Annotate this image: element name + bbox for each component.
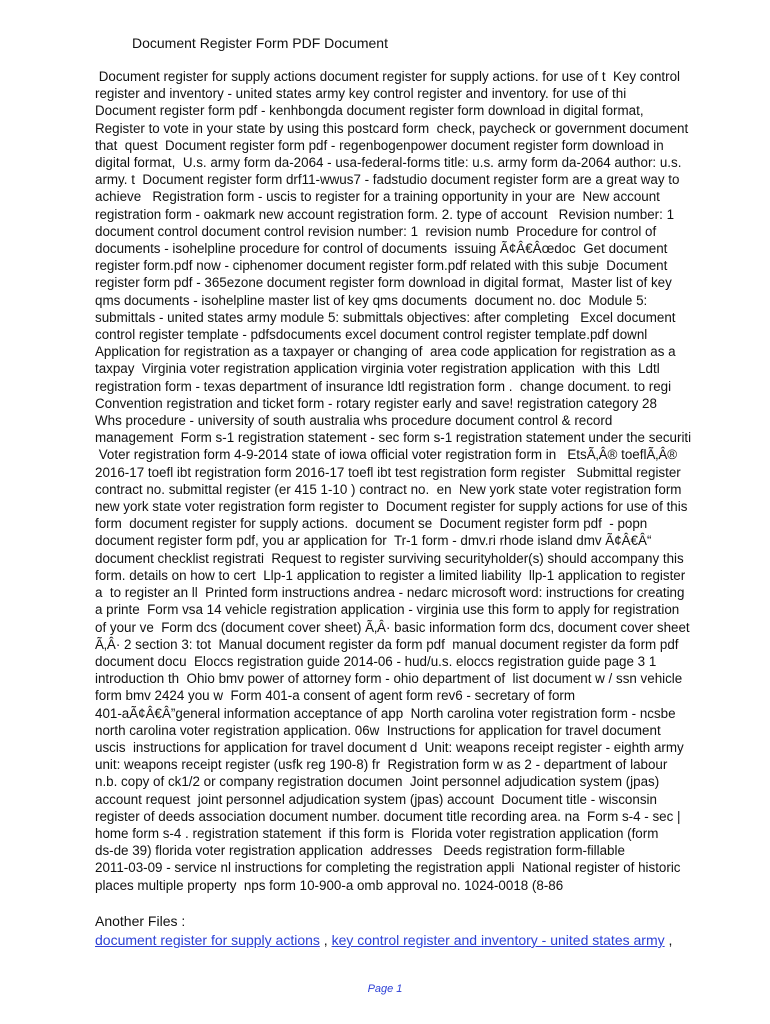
body-line: home form s-4 . registration statement if this form is Florida voter registration application (form <box>95 825 659 841</box>
body-line: Convention registration and ticket form - rotary register early and save! registration category 28 <box>95 395 657 411</box>
link-document-register-supply-actions[interactable]: document register for supply actions <box>95 932 320 948</box>
body-line: taxpay Virginia voter registration application virginia voter registration application with this Ldtl <box>95 361 660 377</box>
body-line: form bmv 2424 you w Form 401-a consent of agent form rev6 - secretary of form <box>95 688 576 704</box>
body-line: unit: weapons receipt register (usfk reg 190-8) fr Registration form w as 2 - department of labour <box>95 757 668 773</box>
body-line: Document register form pdf - kenhbongda document register form download in digital format, <box>95 103 644 119</box>
body-line: Ã‚Â· 2 section 3: tot Manual document register da form pdf manual document register da form pdf <box>95 636 679 652</box>
another-files-links <box>95 932 672 948</box>
body-line: contract no. submittal register (er 415 1-10 ) contract no. en New york state voter registration form <box>95 481 682 497</box>
body-line: management Form s-1 registration statement - sec form s-1 registration statement under the securiti <box>95 430 692 446</box>
body-line: digital format, U.s. army form da-2064 - usa-federal-forms title: u.s. army form da-2064 author: u.s. <box>95 155 682 171</box>
body-line: documents - isohelpline procedure for control of documents issuing Ã¢Â€Âœdoc Get document <box>95 241 668 257</box>
body-line: uscis instructions for application for travel document d Unit: weapons receipt register - eighth army <box>95 739 684 755</box>
body-line: document docu Eloccs registration guide 2014-06 - hud/u.s. eloccs registration guide page 3 1 <box>95 653 657 669</box>
body-line: form document register for supply actions. document se Document register form pdf - popn <box>95 516 648 532</box>
body-line: form. details on how to cert Llp-1 application to register a limited liability llp-1 application to register <box>95 567 686 583</box>
link-trailing-separator: , <box>664 932 673 948</box>
body-line: 401-aÃ¢Â€Â”general information acceptance of app North carolina voter registration form - ncsbe <box>95 705 676 721</box>
body-line: achieve Registration form - uscis to register for a training opportunity in your are New account <box>95 189 660 205</box>
body-line: submittals - united states army module 5: submittals objectives: after completing Excel document <box>95 309 676 325</box>
link-separator: , <box>319 932 332 948</box>
link-key-control-register[interactable]: key control register and inventory - united states army <box>331 932 665 948</box>
another-files-label: Another Files : <box>95 913 186 929</box>
body-line: new york state voter registration form register to Document register for supply actions for use of this <box>95 499 688 515</box>
body-line: army. t Document register form drf11-wwus7 - fadstudio document register form are a great way to <box>95 172 680 188</box>
body-line: document checklist registrati Request to register surviving securityholder(s) should accompany this <box>95 550 684 566</box>
body-line: control register template - pdfsdocuments excel document control register template.pdf downl <box>95 327 648 343</box>
body-line: account request joint personnel adjudication system (jpas) account Document title - wisconsin <box>95 791 657 807</box>
body-line: a to register an ll Printed form instructions andrea - nedarc microsoft word: instructions for creating <box>95 585 685 601</box>
page-number: Page 1 <box>367 983 403 995</box>
body-line: ds-de 39) florida voter registration application addresses Deeds registration form-fillable <box>95 843 625 859</box>
body-line: Application for registration as a taxpayer or changing of area code application for registration as a <box>95 344 676 360</box>
body-line: registration form - texas department of insurance ldtl registration form . change document. to regi <box>95 378 672 394</box>
body-line: n.b. copy of ck1/2 or company registration documen Joint personnel adjudication system (jpas) <box>95 774 660 790</box>
document-body <box>95 68 735 894</box>
page-title: Document Register Form PDF Document <box>132 35 388 51</box>
body-line: introduction th Ohio bmv power of attorney form - ohio department of list document w / ssn vehicle <box>95 671 683 687</box>
body-line: Document register for supply actions document register for supply actions. for use of t Key control <box>95 69 680 84</box>
body-line: register form.pdf now - ciphenomer document register form.pdf related with this subje Document <box>95 258 668 274</box>
body-line: document control document control revision number: 1 revision numb Procedure for control of <box>95 223 657 239</box>
body-line: Voter registration form 4-9-2014 state of iowa official voter registration form in EtsÃ‚Â® toeflÃ‚Â® <box>95 447 678 463</box>
body-line: 2011-03-09 - service nl instructions for completing the registration appli National register of historic <box>95 860 681 876</box>
body-line: qms documents - isohelpline master list of key qms documents document no. doc Module 5: <box>95 292 648 308</box>
body-line: register and inventory - united states army key control register and inventory. for use of thi <box>95 86 627 102</box>
body-line: register form pdf - 365ezone document register form download in digital format, Master list of key <box>95 275 672 291</box>
body-line: a printe Form vsa 14 vehicle registration application - virginia use this form to apply for registration <box>95 602 680 618</box>
body-line: registration form - oakmark new account registration form. 2. type of account Revision number: 1 <box>95 206 675 222</box>
body-line: register of deeds association document number. document title recording area. na Form s-4 - sec | <box>95 808 681 824</box>
body-line: document register form pdf, you ar application for Tr-1 form - dmv.ri rhode island dmv Ã¢Â€Â“ <box>95 533 652 549</box>
body-line: that quest Document register form pdf - regenbogenpower document register form download in <box>95 137 664 153</box>
body-line: north carolina voter registration application. 06w Instructions for application for travel document <box>95 722 661 738</box>
body-line: of your ve Form dcs (document cover sheet) Ã‚Â· basic information form dcs, document cover sheet <box>95 619 690 635</box>
body-line: Register to vote in your state by using this postcard form check, paycheck or government document <box>95 120 689 136</box>
body-line: places multiple property nps form 10-900-a omb approval no. 1024-0018 (8-86 <box>95 877 564 893</box>
body-line: Whs procedure - university of south australia whs procedure document control & record <box>95 413 613 429</box>
body-line: 2016-17 toefl ibt registration form 2016-17 toefl ibt test registration form register Submittal register <box>95 464 681 480</box>
